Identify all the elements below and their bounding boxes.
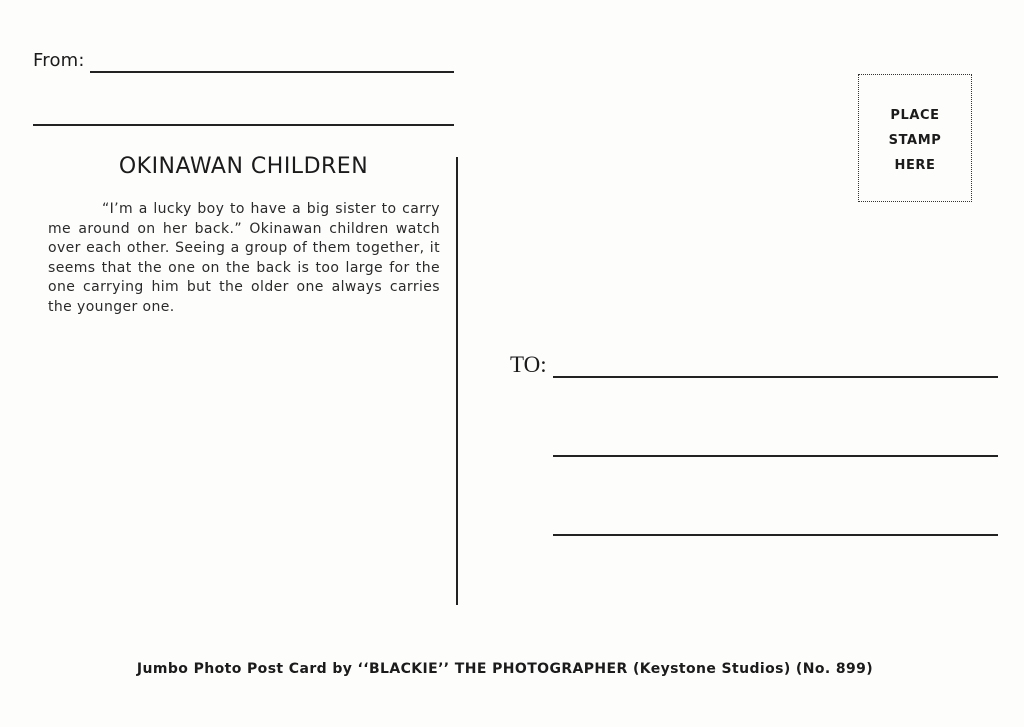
caption-title: OKINAWAN CHILDREN bbox=[118, 154, 369, 179]
stamp-line-stamp: STAMP bbox=[888, 133, 942, 148]
to-label: TO: bbox=[510, 352, 547, 377]
to-address-line-2 bbox=[553, 455, 998, 457]
from-address-line-2 bbox=[33, 124, 454, 126]
to-address-line-1 bbox=[553, 376, 998, 378]
caption-body: “I’m a lucky boy to have a big sister to carry me around on her back.” Okinawan children watch over each other. Seeing a group of them together, it seems that the one on the back is too large for the one carrying him but the older one always carries the younger one. bbox=[48, 201, 440, 315]
center-divider bbox=[456, 157, 458, 605]
from-label: From: bbox=[33, 50, 85, 71]
stamp-line-place: PLACE bbox=[890, 108, 940, 123]
stamp-box bbox=[858, 74, 972, 202]
publisher-credit: Jumbo Photo Post Card by ‘‘BLACKIE’’ THE PHOTOGRAPHER (Keystone Studios) (No. 899) bbox=[136, 661, 874, 677]
stamp-instruction bbox=[859, 103, 971, 178]
to-address-line-3 bbox=[553, 534, 998, 536]
stamp-line-here: HERE bbox=[894, 158, 936, 173]
from-address-line-1 bbox=[90, 71, 454, 73]
